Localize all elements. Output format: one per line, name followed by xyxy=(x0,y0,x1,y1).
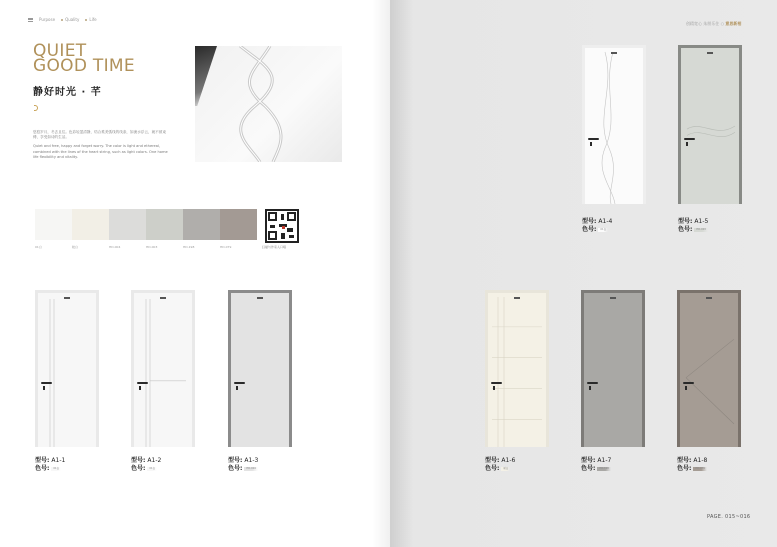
door-leaf xyxy=(488,293,546,447)
door-A1-7 xyxy=(581,290,645,447)
title-line-1: QUIET xyxy=(33,41,87,61)
color-swatch xyxy=(35,209,72,240)
door-groove-pattern xyxy=(231,293,289,447)
door-label xyxy=(131,457,161,473)
door-groove-pattern xyxy=(681,48,739,204)
model-value: A1-8 xyxy=(693,457,708,464)
page-subtitle: 静好时光 · 芊 xyxy=(33,87,102,98)
color-chip: HD-198 xyxy=(599,467,609,470)
door-groove xyxy=(686,378,734,424)
description-en: Quiet and free, happy and forget worry. The color is light and ethereal, combined with the lines of the heart string, such as light colors. One home life flexibility and vitality. xyxy=(33,144,168,159)
color-chip: HD-079 xyxy=(695,467,705,470)
right-header-text-2: 朱朋乐住 xyxy=(703,21,720,26)
circle-icon: ○ xyxy=(720,21,725,26)
color-label: 色号: xyxy=(581,465,596,472)
page-number: PAGE. 015~016 xyxy=(707,514,751,520)
nav-item-quality xyxy=(61,17,79,22)
swatch-label: HD-198 xyxy=(183,245,195,249)
door-leaf xyxy=(681,48,739,204)
color-chip: 01白 xyxy=(53,467,60,470)
qr-corner xyxy=(268,212,277,221)
dot-icon xyxy=(61,19,63,21)
door-A1-6 xyxy=(485,290,549,447)
door-leaf xyxy=(38,293,96,447)
qr-module xyxy=(287,228,293,232)
color-chip: HD-003 xyxy=(696,228,706,231)
door-A1-1 xyxy=(35,290,99,447)
model-label: 型号: xyxy=(678,218,693,225)
color-row xyxy=(228,465,258,473)
qr-module xyxy=(270,225,275,228)
right-header-text-1: 创精宽心 xyxy=(686,21,702,26)
color-label: 色号: xyxy=(485,465,500,472)
door-A1-4 xyxy=(582,45,646,204)
color-chip: HD-004 xyxy=(246,467,256,470)
swatch-label: HD-003 xyxy=(146,245,158,249)
brand-logo-icon xyxy=(160,297,166,299)
door-label xyxy=(678,218,708,234)
door-handle-icon xyxy=(137,382,148,384)
door-lock-icon xyxy=(43,386,45,390)
brand-logo-icon xyxy=(514,297,520,299)
model-label: 型号: xyxy=(131,457,146,464)
nav-item-life xyxy=(85,17,96,22)
door-handle-icon xyxy=(491,382,502,384)
qr-module xyxy=(289,235,294,238)
color-chip: 01白 xyxy=(149,467,156,470)
door-groove xyxy=(604,52,614,204)
swatch-label: HD-004 xyxy=(109,245,121,249)
model-value: A1-3 xyxy=(244,457,259,464)
model-label: 型号: xyxy=(35,457,50,464)
model-row xyxy=(485,457,515,465)
book-gutter xyxy=(372,0,390,547)
door-groove-pattern xyxy=(680,293,738,447)
door-groove xyxy=(687,132,735,136)
door-leaf xyxy=(584,293,642,447)
door-groove xyxy=(687,126,735,130)
door-A1-2 xyxy=(131,290,195,447)
swatch-labels xyxy=(35,245,257,249)
door-label xyxy=(677,457,707,473)
color-chip: 01白 xyxy=(600,228,607,231)
right-header-highlight: 意思新相 xyxy=(725,21,742,26)
door-leaf xyxy=(231,293,289,447)
qr-corner xyxy=(287,212,296,221)
model-value: A1-5 xyxy=(694,218,709,225)
color-label: 色号: xyxy=(131,465,146,472)
door-lock-icon xyxy=(236,386,238,390)
door-lock-icon xyxy=(685,386,687,390)
door-handle-icon xyxy=(683,382,694,384)
qr-code-icon xyxy=(265,209,299,243)
door-lock-icon xyxy=(493,386,495,390)
model-label: 型号: xyxy=(581,457,596,464)
door-lock-icon xyxy=(589,386,591,390)
door-A1-5 xyxy=(678,45,742,204)
door-label xyxy=(228,457,258,473)
model-row xyxy=(678,218,708,226)
door-A1-8 xyxy=(677,290,741,447)
door-groove-pattern xyxy=(585,48,643,204)
door-lock-icon xyxy=(139,386,141,390)
color-label: 色号: xyxy=(678,226,693,233)
model-row xyxy=(582,218,612,226)
model-label: 型号: xyxy=(582,218,597,225)
model-label: 型号: xyxy=(228,457,243,464)
model-value: A1-7 xyxy=(597,457,612,464)
color-swatch xyxy=(72,209,109,240)
door-lock-icon xyxy=(686,142,688,146)
model-row xyxy=(131,457,161,465)
model-row xyxy=(35,457,65,465)
door-handle-icon xyxy=(41,382,52,384)
door-label xyxy=(582,218,612,234)
door-groove-pattern xyxy=(134,293,192,447)
model-label: 型号: xyxy=(485,457,500,464)
brand-logo-icon xyxy=(64,297,70,299)
door-detail-photo xyxy=(195,46,342,162)
brand-logo-icon xyxy=(257,297,263,299)
color-swatch xyxy=(109,209,146,240)
color-row xyxy=(35,465,65,473)
model-value: A1-4 xyxy=(598,218,613,225)
top-nav xyxy=(28,17,97,22)
model-row xyxy=(228,457,258,465)
color-row xyxy=(678,226,708,234)
color-row xyxy=(677,465,707,473)
swatch-label: HD-079 xyxy=(220,245,232,249)
door-groove-pattern xyxy=(488,293,546,447)
wavy-groove-lines xyxy=(195,46,342,162)
brand-logo-icon xyxy=(610,297,616,299)
color-row xyxy=(131,465,161,473)
model-value: A1-6 xyxy=(501,457,516,464)
swatch-label: 暖白 xyxy=(72,245,79,249)
color-label: 色号: xyxy=(582,226,597,233)
color-swatches xyxy=(35,209,257,240)
color-label: 色号: xyxy=(35,465,50,472)
door-label xyxy=(581,457,611,473)
door-A1-3 xyxy=(228,290,292,447)
door-handle-icon xyxy=(587,382,598,384)
description-cn: 悠悠岁月，冬去且往。色彩轻盈清静，结合柔美弧线的线条，如流水浮云，就不被束缚，享受如诗的生活。 xyxy=(33,130,166,140)
menu-icon xyxy=(28,18,33,22)
door-leaf xyxy=(585,48,643,204)
description xyxy=(33,130,173,164)
door-label xyxy=(485,457,515,473)
model-row xyxy=(581,457,611,465)
model-label: 型号: xyxy=(677,457,692,464)
color-swatch xyxy=(183,209,220,240)
door-leaf xyxy=(680,293,738,447)
color-row xyxy=(485,465,515,473)
qr-module xyxy=(281,233,285,239)
nav-item-purpose: Purpose xyxy=(39,17,56,22)
color-swatch xyxy=(220,209,257,240)
page-title xyxy=(33,41,135,76)
qr-corner xyxy=(268,231,277,240)
qr-label: 扫描与作家入口唱 xyxy=(262,245,287,249)
color-label: 色号: xyxy=(228,465,243,472)
color-swatch xyxy=(146,209,183,240)
nav-item-quality-label: Quality xyxy=(65,17,80,22)
color-chip: 暖白 xyxy=(503,467,509,470)
swatch-label: 01白 xyxy=(35,245,42,249)
brand-logo-icon xyxy=(707,52,713,54)
door-groove xyxy=(686,339,734,378)
right-header xyxy=(686,21,741,27)
door-label xyxy=(35,457,65,473)
door-handle-icon xyxy=(234,382,245,384)
title-line-2: GOOD TIME xyxy=(33,56,135,76)
color-row xyxy=(581,465,611,473)
brand-logo-icon xyxy=(611,52,617,54)
door-groove-pattern xyxy=(584,293,642,447)
color-label: 色号: xyxy=(677,465,692,472)
dot-icon xyxy=(85,19,87,21)
door-lock-icon xyxy=(590,142,592,146)
door-leaf xyxy=(134,293,192,447)
nav-item-life-label: Life xyxy=(89,17,97,22)
qr-center-logo xyxy=(282,226,285,229)
model-value: A1-1 xyxy=(51,457,66,464)
brand-logo-icon xyxy=(706,297,712,299)
model-row xyxy=(677,457,707,465)
qr-module xyxy=(281,214,284,220)
model-value: A1-2 xyxy=(147,457,162,464)
color-row xyxy=(582,226,612,234)
door-groove-pattern xyxy=(38,293,96,447)
